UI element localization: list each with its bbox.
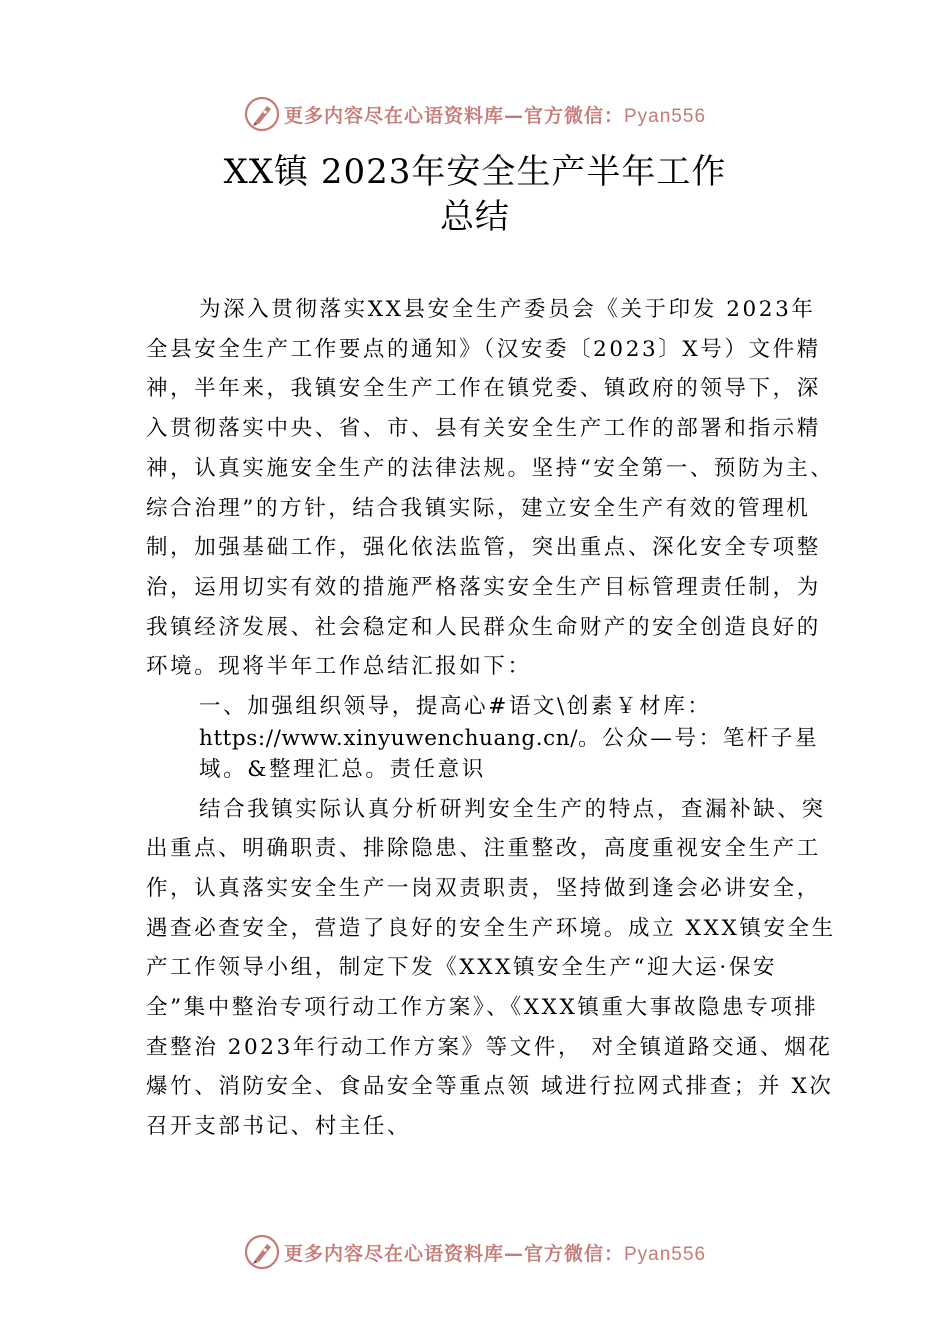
- document-title-line2: 总结: [440, 197, 510, 237]
- pen-nib-logo-icon: [244, 1234, 280, 1270]
- wechat-id: Pyan556: [624, 1243, 707, 1265]
- section-heading-tail: 。公众—号：笔杆子星域。&整理汇总。责任意识: [199, 725, 820, 783]
- header-watermark-banner: [0, 92, 950, 136]
- footer-watermark-banner: [0, 1230, 950, 1274]
- banner-text: 更多内容尽在心语资料库—官方微信：Pyan556: [283, 104, 707, 127]
- heading-url: https://www.xinyuwenchuang.cn/: [199, 725, 579, 751]
- document-body: [146, 290, 836, 1147]
- section-heading-1: [199, 691, 836, 786]
- intro-paragraph: 为深入贯彻落实XX县安全生产委员会《关于印发 2023年全县安全生产工作要点的通知》（汉安委〔2023〕X号）文件精神，半年来，我镇安全生产工作在镇党委、镇政府的领导下，深入贯彻落实中央、省、市、县有关安全生产工作的部署和指示精神，认真实施安全生产的法律法规。坚持“安全第一、预防为主、综合治理”的方针，结合我镇实际，建立安全生产有效的管理机制，加强基础工作，强化依法监管，突出重点、深化安全专项整治，运用切实有效的措施严格落实安全生产目标管理责任制，为我镇经济发展、社会稳定和人民群众生命财产的安全创造良好的环境。现将半年工作总结汇报如下：: [146, 297, 835, 680]
- wechat-id: Pyan556: [624, 105, 707, 127]
- document-title: XX镇 2023年安全生产半年工作: [223, 152, 727, 192]
- pen-nib-logo-icon: [244, 96, 280, 132]
- body-paragraph-2: 结合我镇实际认真分析研判安全生产的特点，查漏补缺、突出重点、明确职责、排除隐患、注重整改，高度重视安全生产工作，认真落实安全生产一岗双责职责，坚持做到逢会必讲安全，遇查必查安全，营造了良好的安全生产环境。成立 XXX镇安全生产工作领导小组，制定下发《XXX镇安全生产“迎大运·保安全”集中整治专项行动工作方案》、《XXX镇重大事故隐患专项排查整治 2023年行动工作方案》等文件， 对全镇道路交通、烟花爆竹、消防安全、食品安全等重点领 域进行拉网式排查；并 X次召开支部书记、村主任、: [146, 796, 836, 1140]
- banner-text: 更多内容尽在心语资料库—官方微信：Pyan556: [283, 1242, 707, 1265]
- section-heading-text: 一、加强组织领导，提高心#语文\创素￥材库：: [199, 694, 712, 720]
